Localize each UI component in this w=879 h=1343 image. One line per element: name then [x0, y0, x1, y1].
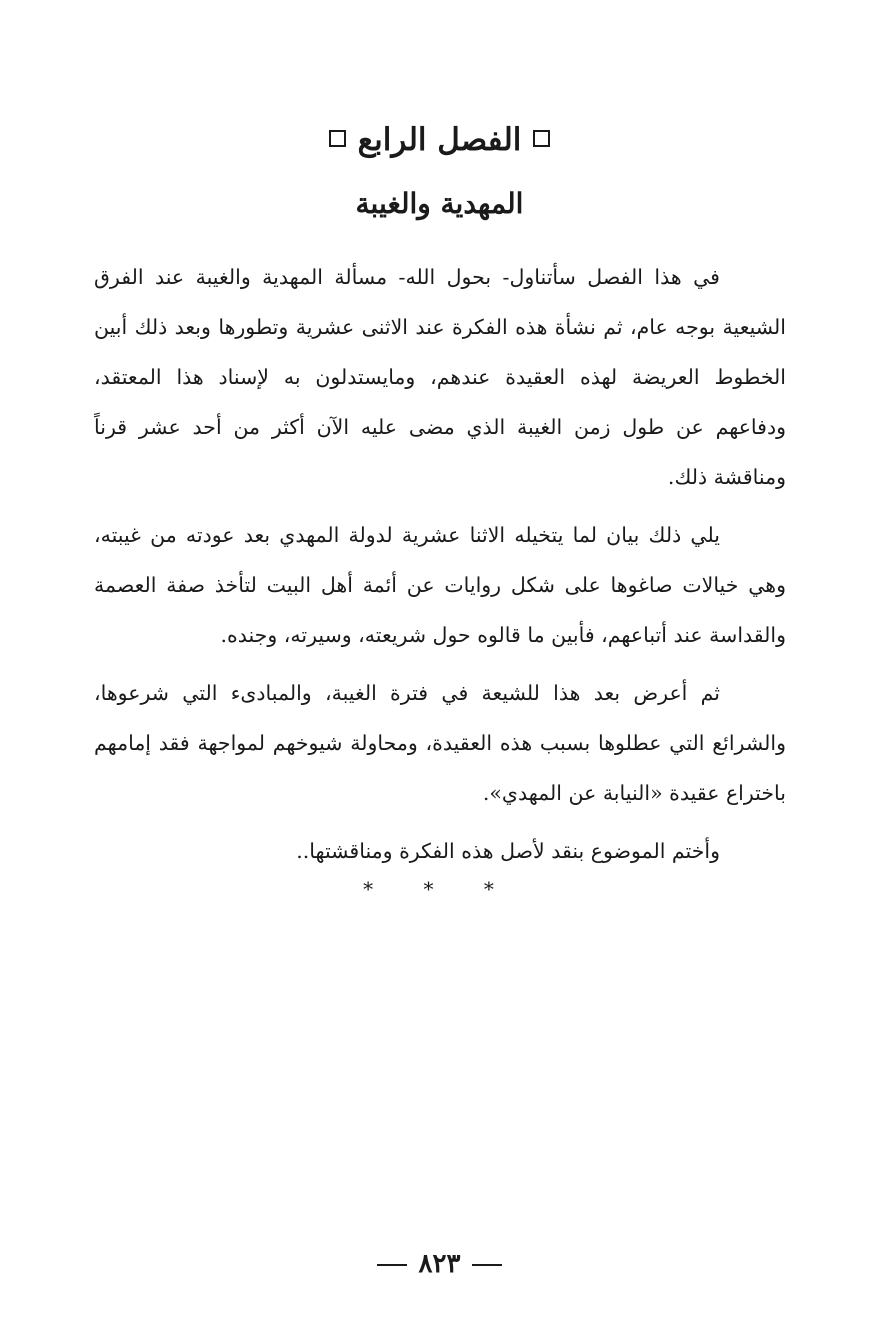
chapter-heading [0, 118, 879, 162]
chapter-subtitle: المهدية والغيبة [355, 187, 524, 220]
page-number: ٨٢٣ [418, 1249, 461, 1279]
paragraph: ثم أعرض بعد هذا للشيعة في فترة الغيبة، والمبادىء التي شرعوها، والشرائع التي عطلوها بسبب هذه العقيدة، ومحاولة شيوخهم لمواجهة فقد إمامهم باختراع عقيدة «النيابة عن المهدي». [94, 681, 786, 805]
dash-ornament [472, 1264, 502, 1266]
page-number-footer [0, 1244, 879, 1284]
dash-ornament [377, 1264, 407, 1266]
square-ornament-icon [533, 130, 550, 147]
chapter-title: الفصل الرابع [357, 122, 522, 158]
section-separator: * * * [363, 877, 516, 901]
square-ornament-icon [329, 130, 346, 147]
paragraph: يلي ذلك بيان لما يتخيله الاثنا عشرية لدولة المهدي بعد عودته من غيبته، وهي خيالات صاغوها على شكل روايات عن أئمة أهل البيت لتأخذ صفة العصمة والقداسة عند أتباعهم، فأبين ما قالوه حول شريعته، وسيرته، وجنده. [94, 523, 786, 647]
paragraph: في هذا الفصل سأتناول- بحول الله- مسألة المهدية والغيبة عند الفرق الشيعية بوجه عام، ثم نشأة هذه الفكرة عند الاثنى عشرية وتطورها وبعد ذلك أبين الخطوط العريضة لهذه العقيدة عندهم، ومايستدلون به لإسناد هذا المعتقد، ودفاعهم عن طول زمن الغيبة الذي مضى عليه الآن أكثر من أحد عشر قرناً ومناقشة ذلك. [94, 265, 786, 489]
body-text [94, 252, 786, 884]
paragraph: وأختم الموضوع بنقد لأصل هذه الفكرة ومناقشتها.. [296, 839, 720, 863]
